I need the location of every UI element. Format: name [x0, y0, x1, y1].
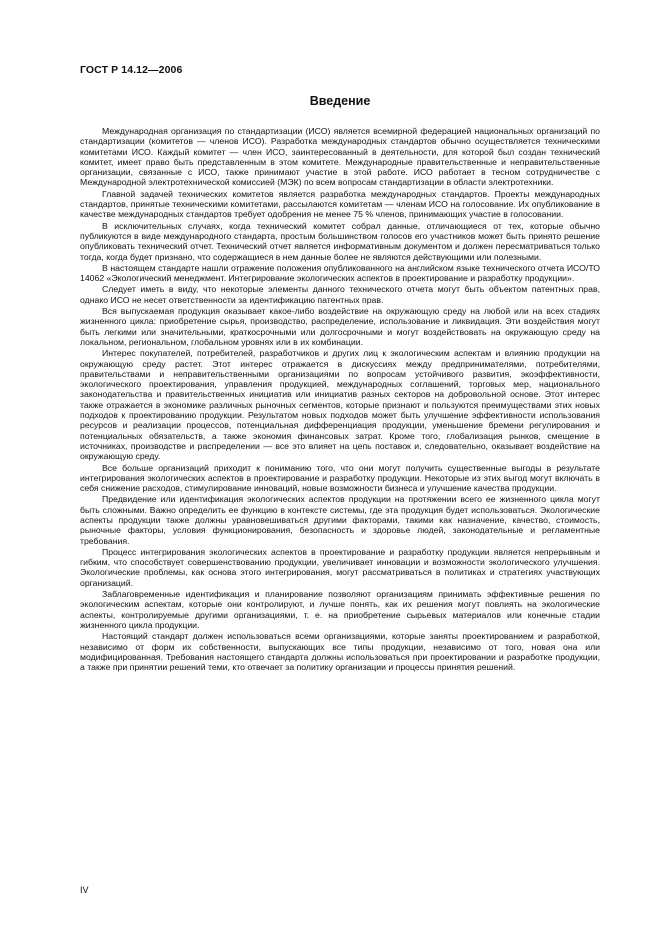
paragraph: Международная организация по стандартизации (ИСО) является всемирной федерацией национальных организаций по стандартизации (комитетов — членов ИСО). Разработка международных стандартов обычно осуществляется техническими комитетами ИСО. Каждый комитет — член ИСО, заинтересованный в деятельности, для которой был создан технический комитет, имеет право быть представленным в этом комитете. Международные правительственные и неправительственные организации, связанные с ИСО, также принимают участие в этой работе. ИСО работает в тесном сотрудничестве с Международной электротехнической комиссией (МЭК) по всем вопросам стандартизации в области электротехники. — [80, 126, 600, 188]
body-text — [80, 126, 600, 673]
paragraph: Настоящий стандарт должен использоваться всеми организациями, которые заняты проектированием и разработкой, независимо от форм их собственности, выпускающих все типы продукции, независимо от того, новая она или модифицированная. Требования настоящего стандарта должны использоваться при проектировании и разработке продукции, а также при принятии решений теми, кто отвечает за политику организации и процессы принятия решений. — [80, 631, 600, 673]
paragraph: Интерес покупателей, потребителей, разработчиков и других лиц к экологическим аспектам и влиянию продукции на окружающую среду растет. Этот интерес отражается в дискуссиях между предпринимателями, потребителями, правительствами и неправительственными организациями по вопросам устойчивого развития, экоэффективности, экологического проектирования, управления продукцией, международных соглашений, торговых мер, национального законодательства и правительственных инициатив или инициатив разных секторов на добровольной основе. Этот интерес также отражается в экономике различных рыночных сегментов, которые признают и пользуются преимуществами этих новых подходов к проектированию продукции. Результатом новых подходов может быть улучшение эффективности использования ресурсов и реализации процессов, потенциальная дифференциация продукции, уменьшение бремени регулирования и потенциальных обязательств, а также экономия финансовых затрат. Кроме того, глобализация рынков, смещение в источниках, производстве и распределении — все это влияет на цепь поставок и, следовательно, оказывает воздействие на окружающую среду. — [80, 348, 600, 462]
paragraph: В настоящем стандарте нашли отражение положения опубликованного на английском языке технического отчета ИСО/ТО 14062 «Экологический менеджмент. Интегрирование экологических аспектов в проектирование и разработку продукции». — [80, 262, 600, 284]
paragraph: Следует иметь в виду, что некоторые элементы данного технического отчета могут быть объектом патентных прав, однако ИСО не несет ответственности за идентификацию патентных прав. — [80, 284, 600, 305]
page-number: IV — [80, 885, 89, 895]
paragraph: Вся выпускаемая продукция оказывает какое-либо воздействие на окружающую среду на любой или на всех стадиях жизненного цикла: приобретение сырья, производство, распределение, использование и ликвидация. Эти воздействия могут быть легкими или значительными, краткосрочными или долгосрочными и могут воздействовать на окружающую среду на локальном, региональном, глобальном уровнях или в их комбинации. — [80, 306, 600, 347]
paragraph: Заблаговременные идентификация и планирование позволяют организациям принимать эффективные решения по экологическим аспектам, которые они контролируют, и лучше понять, как их решения могут повлиять на экологические аспекты, контролируемые другими организациями, т. е. на приобретение сырьевых материалов или конечные стадии жизненного цикла продукции. — [80, 589, 600, 630]
paragraph: Процесс интегрирования экологических аспектов в проектирование и разработку продукции является непрерывным и гибким, что способствует совершенствованию продукции, увеличивает инновации и возможности экологического улучшения. Экологические проблемы, как основа этого интегрирования, могут рассматриваться в политиках и стратегиях участвующих организаций. — [80, 546, 600, 588]
paragraph: Главной задачей технических комитетов является разработка международных стандартов. Проекты международных стандартов, принятые техническими комитетами, рассылаются комитетам — членам ИСО на голосование. Их опубликование в качестве международных стандартов требует одобрения не менее 75 % членов, принимающих участие в голосовании. — [80, 188, 600, 220]
document-header: ГОСТ Р 14.12—2006 — [80, 64, 183, 76]
paragraph: Предвидение или идентификация экологических аспектов продукции на протяжении всего ее жизненного цикла могут быть сложными. Важно определить ее функцию в контексте системы, где эта продукция будет использоваться. Экологические аспекты продукции также должны уравновешиваться другими факторами, такими как назначение, качество, стоимость, рыночные факторы, условия функционирования, безопасность и здоровье людей, законодательные и регламентные требования. — [80, 494, 600, 546]
section-title: Введение — [309, 94, 371, 108]
paragraph: Все больше организаций приходит к пониманию того, что они могут получить существенные выгоды в результате интегрирования экологических аспектов в проектирование и разработку продукции. Некоторые из этих выгод могут включать в себя снижение расходов, стимулирование инноваций, новые возможности бизнеса и улучшение качества продукции. — [80, 462, 600, 494]
paragraph: В исключительных случаях, когда технический комитет собрал данные, отличающиеся от тех, которые обычно публикуются в виде международного стандарта, простым большинством голосов его участников может быть принято решение опубликовать технический отчет. Технический отчет является информативным документом и должен пересматриваться только тогда, когда будет признано, что содержащиеся в нем данные более не являются действующими или полезными. — [80, 220, 600, 262]
